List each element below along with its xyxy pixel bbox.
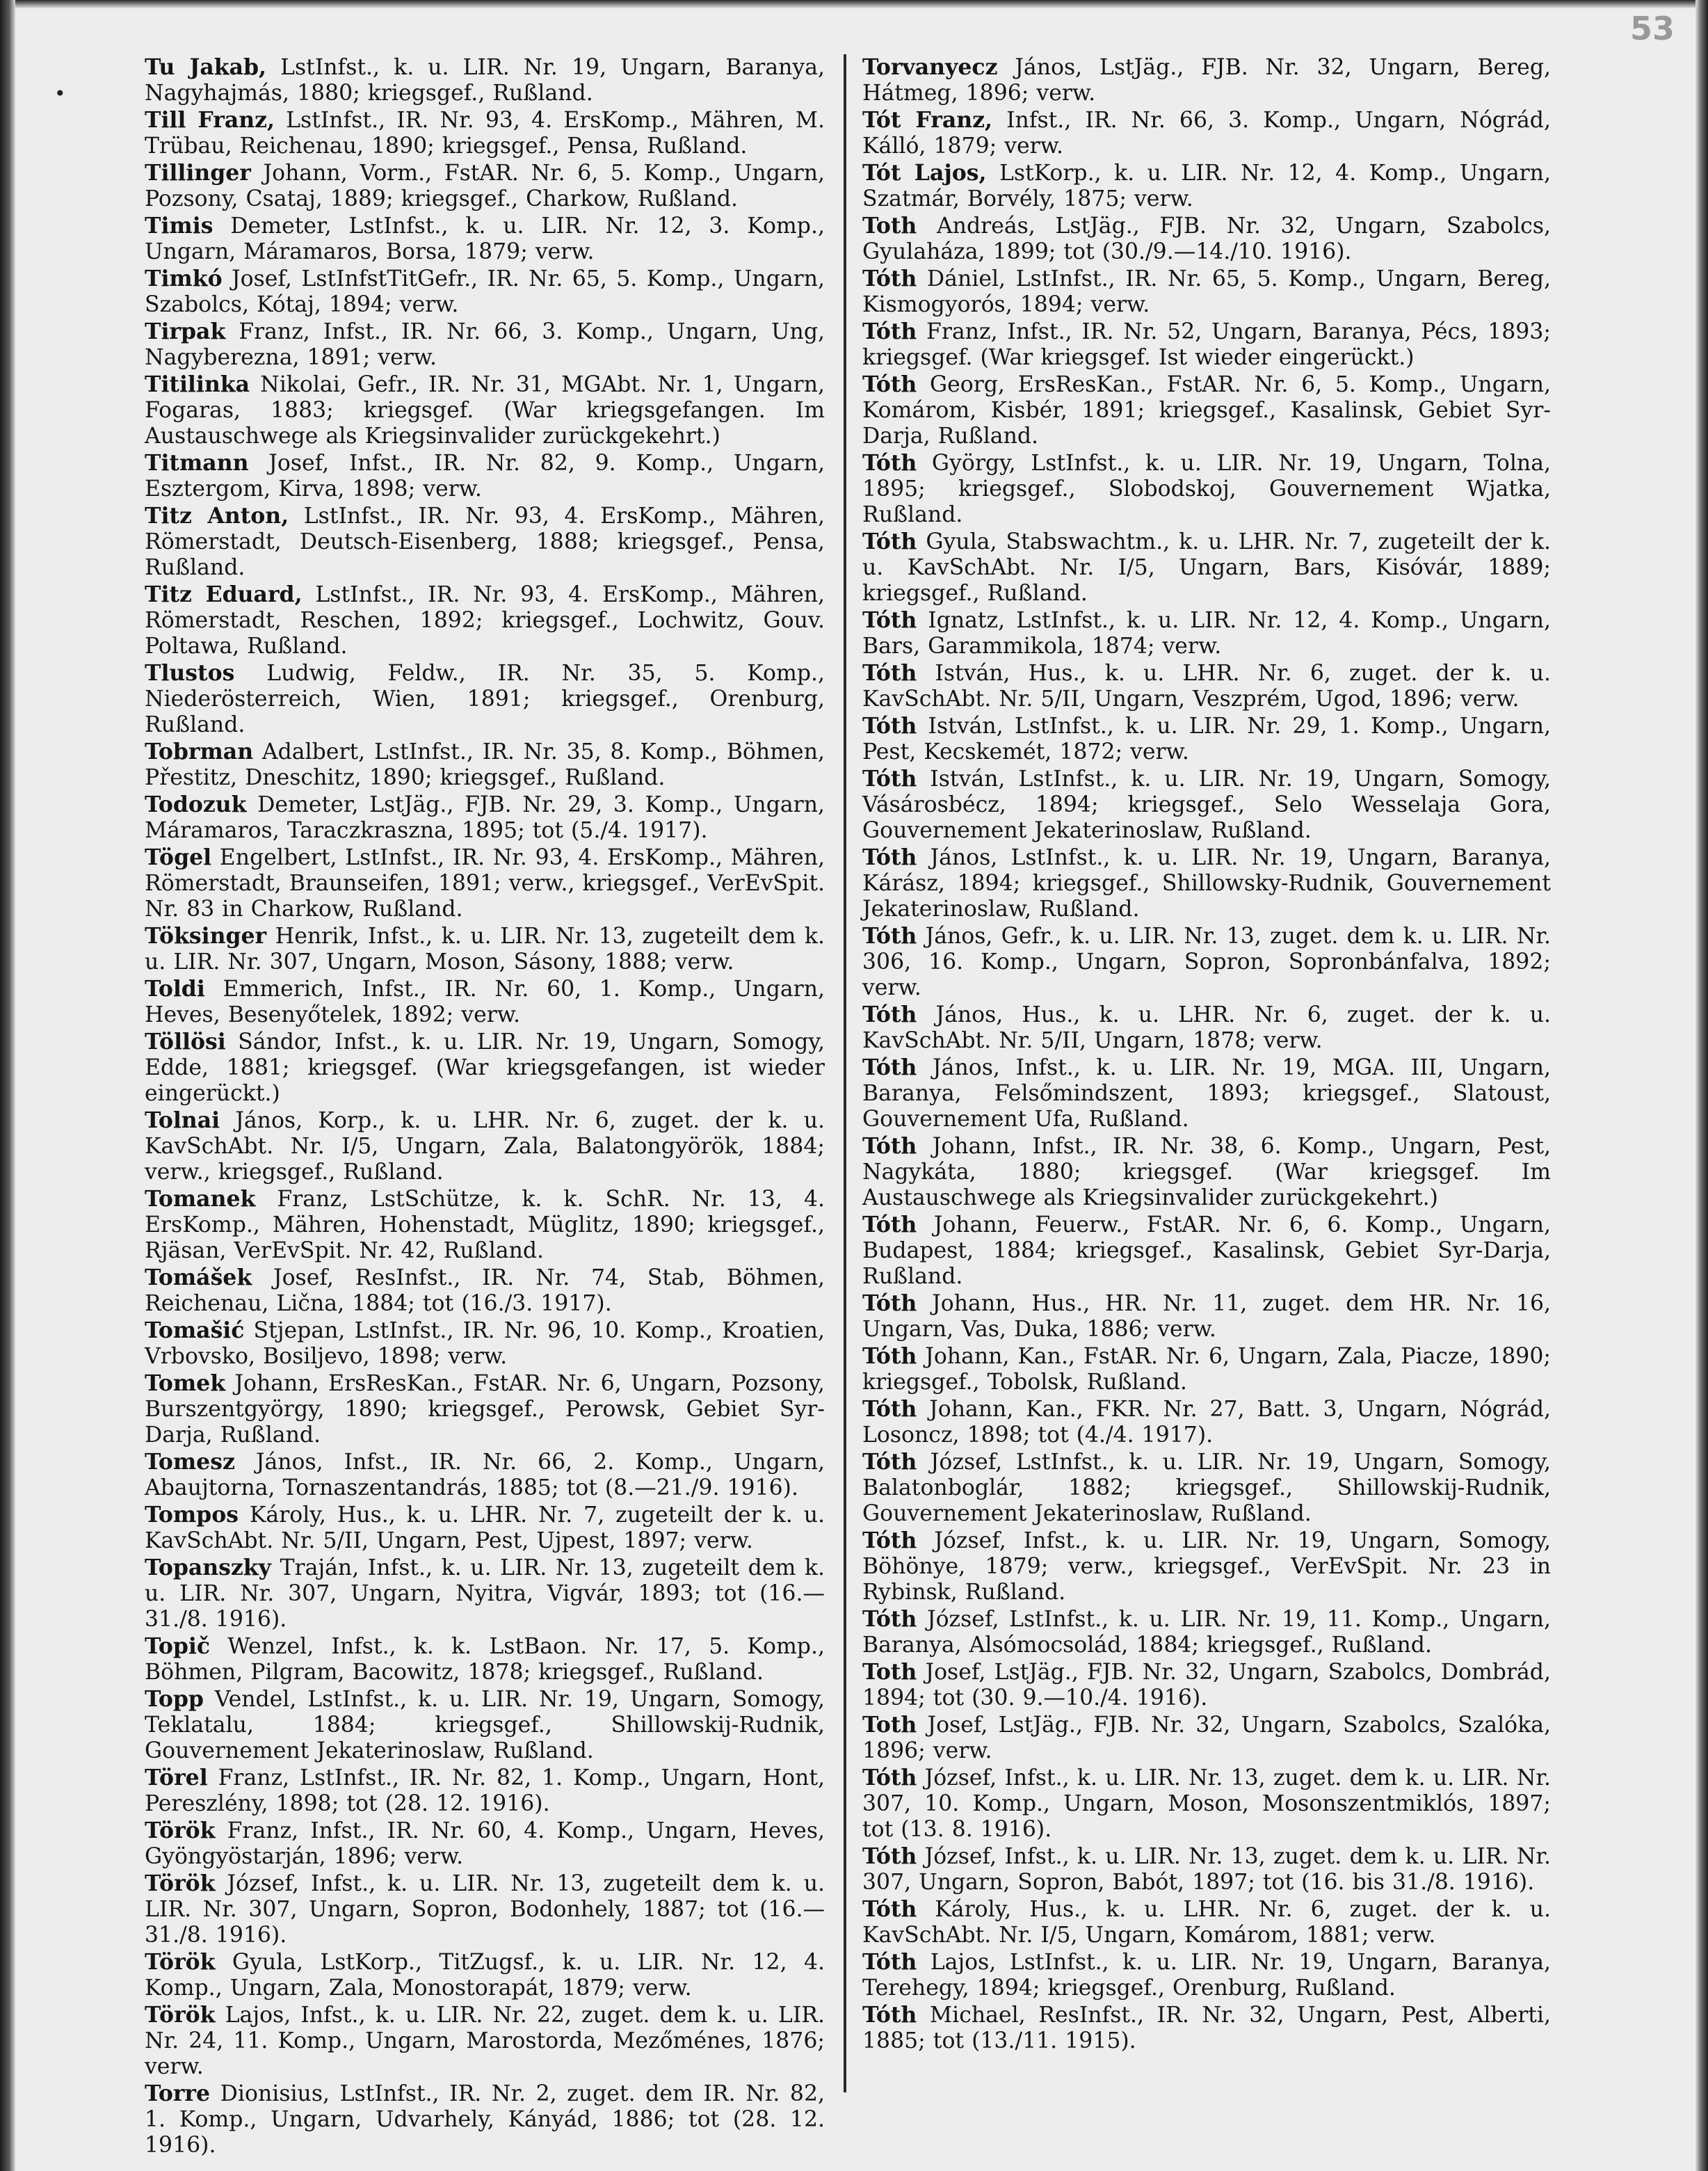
entry-text: Sándor, Infst., k. u. LIR. Nr. 19, Ungarn, Somogy, Edde, 1881; kriegsgef. (War kriegsgefangen, ist wieder eingerückt.) [145, 1030, 825, 1106]
list-item [145, 660, 825, 738]
list-item [862, 713, 1551, 765]
entry-text: János, Infst., k. u. LIR. Nr. 19, MGA. III, Ungarn, Baranya, Felsőmindszent, 1893; kriegsgef., Slatoust, Gouvernement Ufa, Rußland. [862, 1055, 1551, 1132]
entry-name: Toth [862, 1712, 917, 1738]
entry-text: Infst., IR. Nr. 66, 3. Komp., Ungarn, Nógrád, Kálló, 1879; verw. [862, 108, 1551, 159]
entry-text: Johann, Kan., FKR. Nr. 27, Batt. 3, Ungarn, Nógrád, Losoncz, 1898; tot (4./4. 1917). [862, 1397, 1551, 1448]
entry-text: Ludwig, Feldw., IR. Nr. 35, 5. Komp., Niederösterreich, Wien, 1891; kriegsgef., Orenburg, Rußland. [145, 661, 825, 737]
entry-text: Franz, Infst., IR. Nr. 66, 3. Komp., Ungarn, Ung, Nagyberezna, 1891; verw. [145, 319, 825, 370]
entry-text: Johann, ErsResKan., FstAR. Nr. 6, Ungarn, Pozsony, Burszentgyörgy, 1890; kriegsgef., Perowsk, Gebiet Syr-Darja, Rußland. [145, 1371, 825, 1448]
entry-name: Tóth [862, 1396, 917, 1422]
entry-name: Tóth [862, 319, 917, 344]
list-item [862, 1896, 1551, 1948]
list-item [862, 54, 1551, 106]
entry-name: Tögel [145, 844, 212, 870]
list-item [862, 529, 1551, 607]
entry-text: Johann, Infst., IR. Nr. 38, 6. Komp., Ungarn, Pest, Nagykáta, 1880; kriegsgef. (War kriegsgef. Im Austauschwege als Kriegsinvalider zurückgekehrt.) [862, 1134, 1551, 1210]
entry-text: Josef, LstJäg., FJB. Nr. 32, Ungarn, Szabolcs, Szalóka, 1896; verw. [862, 1713, 1551, 1763]
list-item [145, 213, 825, 265]
entry-text: Stjepan, LstInfst., IR. Nr. 96, 10. Komp., Kroatien, Vrbovsko, Bosiljevo, 1898; verw. [145, 1318, 825, 1369]
entry-text: LstInfst., IR. Nr. 93, 4. ErsKomp., Mähren, Römerstadt, Deutsch-Eisenberg, 1888; kriegsgef., Pensa, Rußland. [145, 504, 825, 580]
entry-name: Tóth [862, 1002, 917, 1027]
entry-text: LstInfst., IR. Nr. 93, 4. ErsKomp., Mähren, M. Trübau, Reichenau, 1890; kriegsgef., Pensa, Rußland. [145, 108, 825, 159]
entry-name: Tóth [862, 1843, 917, 1869]
entry-name: Töllösi [145, 1029, 226, 1055]
entry-text: János, Gefr., k. u. LIR. Nr. 13, zuget. dem k. u. LIR. Nr. 306, 16. Komp., Ungarn, Sopron, Sopronbánfalva, 1892; verw. [862, 924, 1552, 1000]
list-item [145, 1370, 825, 1448]
entry-text: János, LstJäg., FJB. Nr. 32, Ungarn, Bereg, Hátmeg, 1896; verw. [862, 55, 1551, 106]
list-item [145, 923, 825, 975]
entry-text: György, LstInfst., k. u. LIR. Nr. 19, Ungarn, Tolna, 1895; kriegsgef., Slobodskoj, Gouvernement Wjatka, Rußland. [862, 451, 1552, 527]
list-item [145, 739, 825, 791]
page-edge-right [1695, 0, 1708, 2171]
entry-text: Lajos, Infst., k. u. LIR. Nr. 22, zuget. dem k. u. LIR. Nr. 24, 11. Komp., Ungarn, Marostorda, Mezőménes, 1876; verw. [145, 2003, 825, 2079]
entry-text: József, LstInfst., k. u. LIR. Nr. 19, 11. Komp., Ungarn, Baranya, Alsómocsolád, 1884; kriegsgef., Rußland. [862, 1607, 1551, 1658]
list-item [862, 660, 1551, 712]
entry-name: Tóth [862, 1606, 917, 1632]
list-item [862, 2002, 1551, 2054]
list-item [862, 1659, 1551, 1711]
entry-name: Töksinger [145, 923, 267, 949]
entry-name: Toth [862, 213, 917, 239]
entry-text: Dionisius, LstInfst., IR. Nr. 2, zuget. dem IR. Nr. 82, 1. Komp., Ungarn, Udvarhely, Kányád, 1886; tot (28. 12. 1916). [145, 2081, 825, 2158]
page-edge-top [0, 0, 1708, 8]
list-item [145, 792, 825, 844]
entry-name: Tót Franz, [862, 107, 992, 133]
entry-name: Topič [145, 1633, 211, 1659]
entry-name: Tóth [862, 607, 917, 633]
entry-name: Tóth [862, 1949, 917, 1975]
entry-name: Tóth [862, 1449, 917, 1475]
entry-name: Tóth [862, 450, 917, 476]
list-item [145, 1107, 825, 1185]
column-divider [844, 54, 846, 2092]
entry-name: Tóth [862, 266, 917, 291]
entry-name: Tillinger [145, 160, 251, 186]
entry-text: József, Infst., k. u. LIR. Nr. 13, zugeteilt dem k. u. LIR. Nr. 307, Ungarn, Sopron, Bodonhely, 1887; tot (16.—31./8. 1916). [145, 1871, 825, 1948]
entry-text: János, Korp., k. u. LHR. Nr. 6, zuget. der k. u. KavSchAbt. Nr. I/5, Ungarn, Zala, Balatongyörök, 1884; verw., kriegsgef., Rußland. [145, 1108, 825, 1185]
list-item [862, 450, 1551, 528]
entry-name: Titilinka [145, 371, 250, 397]
entry-name: Topp [145, 1686, 204, 1712]
entry-name: Tompos [145, 1502, 239, 1528]
entry-name: Toth [862, 1659, 917, 1685]
entry-name: Tomek [145, 1370, 226, 1396]
list-item [862, 1002, 1551, 1054]
entry-name: Titmann [145, 450, 249, 476]
entry-name: Tóth [862, 1765, 917, 1791]
list-item [145, 107, 825, 159]
entry-text: LstInfst., IR. Nr. 93, 4. ErsKomp., Mähren, Römerstadt, Reschen, 1892; kriegsgef., Lochwitz, Gouv. Poltawa, Rußland. [145, 582, 825, 659]
right-column [862, 54, 1551, 2055]
entry-name: Tót Lajos, [862, 160, 987, 186]
entry-name: Tolnai [145, 1107, 220, 1133]
list-item [862, 1449, 1551, 1527]
list-item [862, 766, 1551, 844]
entry-name: Török [145, 1818, 216, 1843]
list-item [862, 923, 1551, 1001]
entry-text: Josef, ResInfst., IR. Nr. 74, Stab, Böhmen, Reichenau, Lična, 1884; tot (16./3. 1917). [145, 1265, 825, 1316]
entry-name: Titz Anton, [145, 503, 289, 529]
entry-text: Adalbert, LstInfst., IR. Nr. 35, 8. Komp., Böhmen, Přestitz, Dneschitz, 1890; kriegsgef., Rußland. [145, 739, 825, 790]
list-item [145, 1186, 825, 1264]
entry-text: Demeter, LstInfst., k. u. LIR. Nr. 12, 3. Komp., Ungarn, Máramaros, Borsa, 1879; verw. [145, 214, 825, 264]
entry-name: Tóth [862, 529, 917, 554]
entry-name: Tóth [862, 660, 917, 686]
list-item [862, 1212, 1551, 1290]
entry-text: Josef, LstJäg., FJB. Nr. 32, Ungarn, Szabolcs, Dombrád, 1894; tot (30. 9.—10./4. 1916). [862, 1660, 1551, 1711]
list-item [145, 976, 825, 1028]
entry-name: Tobrman [145, 739, 254, 764]
entry-name: Tomesz [145, 1449, 235, 1475]
entry-text: János, Infst., IR. Nr. 66, 2. Komp., Ungarn, Abaujtorna, Tornaszentandrás, 1885; tot (8.—21./9. 1916). [145, 1450, 825, 1500]
left-column [145, 54, 825, 2159]
list-item [862, 1055, 1551, 1132]
entry-name: Tomášek [145, 1265, 252, 1290]
list-item [862, 607, 1551, 659]
entry-name: Tomašić [145, 1317, 245, 1343]
entry-name: Titz Eduard, [145, 582, 303, 607]
list-item [145, 1555, 825, 1633]
list-item [862, 1606, 1551, 1658]
entry-name: Todozuk [145, 792, 247, 817]
entry-text: LstKorp., k. u. LIR. Nr. 12, 4. Komp., Ungarn, Szatmár, Borvély, 1875; verw. [862, 161, 1551, 211]
list-item [145, 844, 825, 922]
list-item [862, 1949, 1551, 2001]
list-item [862, 319, 1551, 371]
entry-name: Tóth [862, 1528, 917, 1553]
entry-name: Tóth [862, 1343, 917, 1369]
entry-text: Josef, LstInfstTitGefr., IR. Nr. 65, 5. Komp., Ungarn, Szabolcs, Kótaj, 1894; verw. [145, 266, 825, 317]
entry-name: Tóth [862, 1290, 917, 1316]
entry-text: Károly, Hus., k. u. LHR. Nr. 7, zugeteilt der k. u. KavSchAbt. Nr. 5/II, Ungarn, Pest, Ujpest, 1897; verw. [145, 1503, 825, 1553]
entry-name: Timkó [145, 266, 223, 291]
entry-name: Toldi [145, 976, 205, 1002]
entry-text: Johann, Kan., FstAR. Nr. 6, Ungarn, Zala, Piacze, 1890; kriegsgef., Tobolsk, Rußland. [862, 1344, 1551, 1395]
entry-name: Török [145, 1870, 216, 1896]
entry-text: Georg, ErsResKan., FstAR. Nr. 6, 5. Komp., Ungarn, Komárom, Kisbér, 1891; kriegsgef., Kasalinsk, Gebiet Syr-Darja, Rußland. [862, 372, 1551, 449]
list-item [862, 1396, 1551, 1448]
list-item [145, 582, 825, 659]
entry-text: Franz, Infst., IR. Nr. 52, Ungarn, Baranya, Pécs, 1893; kriegsgef. (War kriegsgef. Ist wieder eingerückt.) [862, 319, 1551, 370]
entry-text: János, Hus., k. u. LHR. Nr. 6, zuget. der k. u. KavSchAbt. Nr. 5/II, Ungarn, 1878; verw. [862, 1002, 1551, 1053]
entry-name: Tirpak [145, 319, 226, 344]
list-item [145, 2081, 825, 2158]
entry-text: József, LstInfst., k. u. LIR. Nr. 19, Ungarn, Somogy, Balatonboglár, 1882; kriegsgef., Shillowskij-Rudnik, Gouvernement Jekaterinoslaw, Rußland. [862, 1450, 1552, 1526]
list-item [145, 1949, 825, 2001]
entry-text: Emmerich, Infst., IR. Nr. 60, 1. Komp., Ungarn, Heves, Besenyőtelek, 1892; verw. [145, 977, 825, 1027]
entry-text: Lajos, LstInfst., k. u. LIR. Nr. 19, Ungarn, Baranya, Terehegy, 1894; kriegsgef., Orenburg, Rußland. [862, 1950, 1552, 2001]
page-number: 53 [1629, 10, 1675, 47]
entry-text: Franz, LstSchütze, k. k. SchR. Nr. 13, 4. ErsKomp., Mähren, Hohenstadt, Müglitz, 1890; kriegsgef., Rjäsan, VerEvSpit. Nr. 42, Rußland. [145, 1187, 825, 1263]
entry-name: Till Franz, [145, 107, 275, 133]
list-item [862, 1712, 1551, 1764]
entry-name: Tóth [862, 1896, 917, 1922]
entry-name: Tu Jakab, [145, 54, 267, 80]
entry-name: Tóth [862, 923, 917, 949]
entry-name: Torvanyecz [862, 54, 998, 80]
entry-text: Demeter, LstJäg., FJB. Nr. 29, 3. Komp., Ungarn, Máramaros, Taraczkraszna, 1895; tot (5./4. 1917). [145, 792, 825, 843]
entry-name: Topanszky [145, 1555, 271, 1580]
entry-name: Tóth [862, 371, 917, 397]
entry-text: LstInfst., k. u. LIR. Nr. 19, Ungarn, Baranya, Nagyhajmás, 1880; kriegsgef., Rußland. [145, 55, 825, 106]
page-edge-left [0, 0, 15, 2171]
entry-text: Engelbert, LstInfst., IR. Nr. 93, 4. ErsKomp., Mähren, Römerstadt, Braunseifen, 1891; verw., kriegsgef., VerEvSpit. Nr. 83 in Charkow, Rußland. [145, 845, 825, 922]
entry-text: Michael, ResInfst., IR. Nr. 32, Ungarn, Pest, Alberti, 1885; tot (13./11. 1915). [862, 2003, 1552, 2053]
entry-name: Timis [145, 213, 214, 239]
list-item [145, 503, 825, 581]
list-item [862, 1765, 1551, 1843]
entry-text: Henrik, Infst., k. u. LIR. Nr. 13, zugeteilt dem k. u. LIR. Nr. 307, Ungarn, Moson, Sásony, 1888; verw. [145, 924, 825, 975]
entry-text: Dániel, LstInfst., IR. Nr. 65, 5. Komp., Ungarn, Bereg, Kismogyorós, 1894; verw. [862, 266, 1551, 317]
list-item [862, 844, 1551, 922]
entry-text: József, Infst., k. u. LIR. Nr. 19, Ungarn, Somogy, Böhönye, 1879; verw., kriegsgef., VerEvSpit. Nr. 23 in Rybinsk, Rußland. [862, 1528, 1551, 1605]
entry-name: Tóth [862, 1212, 917, 1237]
entry-text: Johann, Hus., HR. Nr. 11, zuget. dem HR. Nr. 16, Ungarn, Vas, Duka, 1886; verw. [862, 1291, 1551, 1342]
entry-text: Franz, LstInfst., IR. Nr. 82, 1. Komp., Ungarn, Hont, Pereszlény, 1898; tot (28. 12. 1916). [145, 1765, 825, 1816]
list-item [862, 1843, 1551, 1896]
entry-name: Török [145, 1949, 216, 1975]
list-item [862, 1133, 1551, 1211]
entry-name: Tóth [862, 1055, 917, 1080]
entry-name: Tomanek [145, 1186, 256, 1212]
entry-text: Nikolai, Gefr., IR. Nr. 31, MGAbt. Nr. 1, Ungarn, Fogaras, 1883; kriegsgef. (War kriegsgefangen. Im Austauschwege als Kriegsinvalider zurückgekehrt.) [145, 372, 825, 449]
list-item [145, 1870, 825, 1948]
entry-text: Andreás, LstJäg., FJB. Nr. 32, Ungarn, Szabolcs, Gyulaháza, 1899; tot (30./9.—14./10. 1916). [862, 214, 1551, 264]
list-item [145, 2002, 825, 2080]
entry-name: Török [145, 2002, 216, 2028]
entry-text: Josef, Infst., IR. Nr. 82, 9. Komp., Ungarn, Esztergom, Kirva, 1898; verw. [145, 451, 825, 502]
list-item [145, 266, 825, 318]
list-item [862, 1290, 1551, 1343]
bullet-mark: • [54, 82, 66, 105]
list-item [145, 1765, 825, 1817]
entry-text: Károly, Hus., k. u. LHR. Nr. 6, zuget. der k. u. KavSchAbt. Nr. I/5, Ungarn, Komárom, 1881; verw. [862, 1897, 1552, 1948]
list-item [145, 450, 825, 502]
list-item [145, 371, 825, 449]
list-item [862, 213, 1551, 265]
list-item [862, 160, 1551, 212]
entry-text: István, LstInfst., k. u. LIR. Nr. 29, 1. Komp., Ungarn, Pest, Kecskemét, 1872; verw. [862, 714, 1552, 764]
list-item [145, 1449, 825, 1501]
list-item [145, 1265, 825, 1317]
entry-text: József, Infst., k. u. LIR. Nr. 13, zuget. dem k. u. LIR. Nr. 307, Ungarn, Sopron, Babót, 1897; tot (16. bis 31./8. 1916). [862, 1844, 1551, 1895]
entry-text: Johann, Feuerw., FstAR. Nr. 6, 6. Komp., Ungarn, Budapest, 1884; kriegsgef., Kasalinsk, Gebiet Syr-Darja, Rußland. [862, 1212, 1552, 1289]
entry-name: Tóth [862, 713, 917, 739]
list-item [145, 1502, 825, 1554]
entry-name: Tóth [862, 2002, 917, 2028]
list-item [145, 1818, 825, 1870]
list-item [145, 1633, 825, 1685]
list-item [862, 371, 1551, 449]
entry-name: Tóth [862, 844, 917, 870]
entry-text: Gyula, Stabswachtm., k. u. LHR. Nr. 7, zugeteilt der k. u. KavSchAbt. Nr. I/5, Ungarn, Bars, Kisóvár, 1889; kriegsgef., Rußland. [862, 529, 1552, 606]
entry-text: János, LstInfst., k. u. LIR. Nr. 19, Ungarn, Baranya, Kárász, 1894; kriegsgef., Shillowsky-Rudnik, Gouvernement Jekaterinoslaw, Rußland. [862, 845, 1551, 922]
entry-text: István, LstInfst., k. u. LIR. Nr. 19, Ungarn, Somogy, Vásárosbécz, 1894; kriegsgef., Selo Wesselaja Gora, Gouvernement Jekaterinoslaw, Rußland. [862, 767, 1552, 843]
list-item [145, 54, 825, 106]
entry-text: István, Hus., k. u. LHR. Nr. 6, zuget. der k. u. KavSchAbt. Nr. 5/II, Ungarn, Veszprém, Ugod, 1896; verw. [862, 661, 1552, 712]
entry-text: Gyula, LstKorp., TitZugsf., k. u. LIR. Nr. 12, 4. Komp., Ungarn, Zala, Monostorapát, 1879; verw. [145, 1950, 825, 2001]
list-item [145, 160, 825, 212]
entry-text: Vendel, LstInfst., k. u. LIR. Nr. 19, Ungarn, Somogy, Teklatalu, 1884; kriegsgef., Shillowskij-Rudnik, Gouvernement Jekaterinoslaw, Rußland. [145, 1687, 825, 1763]
entry-text: Franz, Infst., IR. Nr. 60, 4. Komp., Ungarn, Heves, Gyöngyöstarján, 1896; verw. [145, 1818, 825, 1869]
entry-name: Torre [145, 2081, 211, 2106]
list-item [862, 1528, 1551, 1605]
list-item [145, 1686, 825, 1764]
list-item [145, 1317, 825, 1370]
entry-name: Tóth [862, 766, 917, 792]
entry-name: Törel [145, 1765, 208, 1791]
entry-name: Tlustos [145, 660, 235, 686]
entry-text: Traján, Infst., k. u. LIR. Nr. 13, zugeteilt dem k. u. LIR. Nr. 307, Ungarn, Nyitra, Vigvár, 1893; tot (16.—31./8. 1916). [145, 1555, 825, 1632]
entry-text: Ignatz, LstInfst., k. u. LIR. Nr. 12, 4. Komp., Ungarn, Bars, Garammikola, 1874; verw. [862, 608, 1552, 659]
list-item [145, 1029, 825, 1107]
entry-text: József, Infst., k. u. LIR. Nr. 13, zuget. dem k. u. LIR. Nr. 307, 10. Komp., Ungarn, Moson, Mosonszentmiklós, 1897; tot (13. 8. 1916). [862, 1765, 1551, 1842]
list-item [862, 266, 1551, 318]
entry-text: Johann, Vorm., FstAR. Nr. 6, 5. Komp., Ungarn, Pozsony, Csataj, 1889; kriegsgef., Charkow, Rußland. [145, 161, 825, 211]
list-item [862, 1343, 1551, 1395]
entry-text: Wenzel, Infst., k. k. LstBaon. Nr. 17, 5. Komp., Böhmen, Pilgram, Bacowitz, 1878; kriegsgef., Rußland. [145, 1634, 825, 1685]
list-item [862, 107, 1551, 159]
entry-name: Tóth [862, 1133, 917, 1159]
list-item [145, 319, 825, 371]
